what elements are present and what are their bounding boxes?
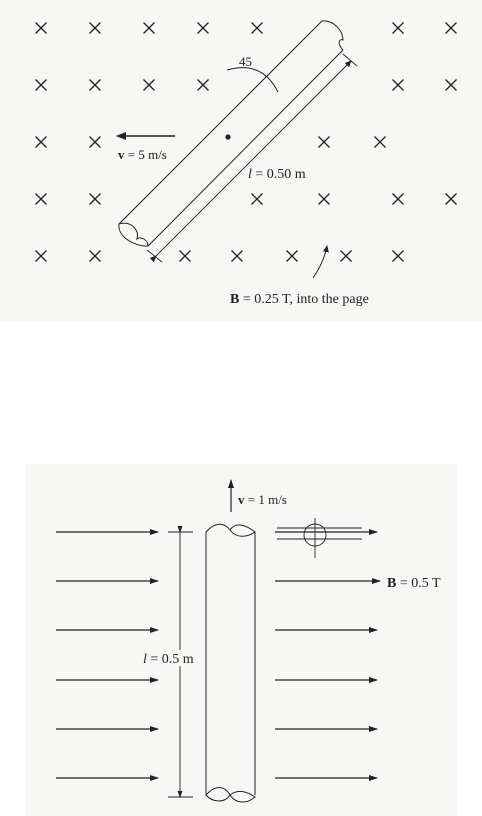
field-cross-mark xyxy=(90,23,101,34)
field-cross-mark xyxy=(36,194,47,205)
field-label: B = 0.25 T, into the page xyxy=(230,292,369,307)
velocity-label: v = 1 m/s xyxy=(238,492,287,507)
field-cross-mark xyxy=(287,251,298,262)
field-label: B = 0.5 T xyxy=(387,576,441,591)
field-cross-mark xyxy=(232,251,243,262)
field-cross-mark xyxy=(36,137,47,148)
length-label: l = 0.50 m xyxy=(248,167,306,182)
field-cross-mark xyxy=(36,23,47,34)
field-cross-mark xyxy=(90,194,101,205)
conducting-rod xyxy=(119,21,343,246)
field-cross-mark xyxy=(341,251,352,262)
field-cross-mark xyxy=(252,194,263,205)
field-cross-mark xyxy=(144,23,155,34)
field-cross-mark xyxy=(446,23,457,34)
field-cross-mark xyxy=(144,80,155,91)
rod-center-dot xyxy=(225,134,230,139)
figure-a-panel xyxy=(0,0,482,322)
field-pointer-arrow xyxy=(313,246,327,278)
field-cross-mark xyxy=(393,194,404,205)
length-label: l = 0.5 m xyxy=(143,652,194,667)
field-cross-mark xyxy=(36,251,47,262)
field-cross-mark xyxy=(393,251,404,262)
field-cross-mark xyxy=(375,137,386,148)
field-cross-mark xyxy=(90,137,101,148)
angle-arc xyxy=(227,68,278,92)
field-cross-mark xyxy=(252,23,263,34)
figure-b-panel xyxy=(25,464,457,816)
field-cross-mark xyxy=(36,80,47,91)
field-cross-mark xyxy=(198,23,209,34)
field-cross-mark xyxy=(319,194,330,205)
field-cross-mark xyxy=(198,80,209,91)
field-cross-mark xyxy=(90,80,101,91)
magnetic-field-arrows xyxy=(56,532,380,778)
field-cross-mark xyxy=(393,80,404,91)
field-cross-mark xyxy=(319,137,330,148)
crosshair-marker xyxy=(277,518,362,558)
field-cross-mark xyxy=(90,251,101,262)
field-cross-mark xyxy=(446,194,457,205)
figure-a-diagram xyxy=(0,0,482,322)
field-cross-mark xyxy=(180,251,191,262)
length-dimension xyxy=(147,54,357,262)
velocity-label: v = 5 m/s xyxy=(118,147,167,162)
field-cross-mark xyxy=(393,23,404,34)
angle-label: 45 xyxy=(239,54,252,69)
conducting-rod xyxy=(206,524,255,802)
field-cross-mark xyxy=(446,80,457,91)
figure-b-diagram xyxy=(25,464,457,816)
